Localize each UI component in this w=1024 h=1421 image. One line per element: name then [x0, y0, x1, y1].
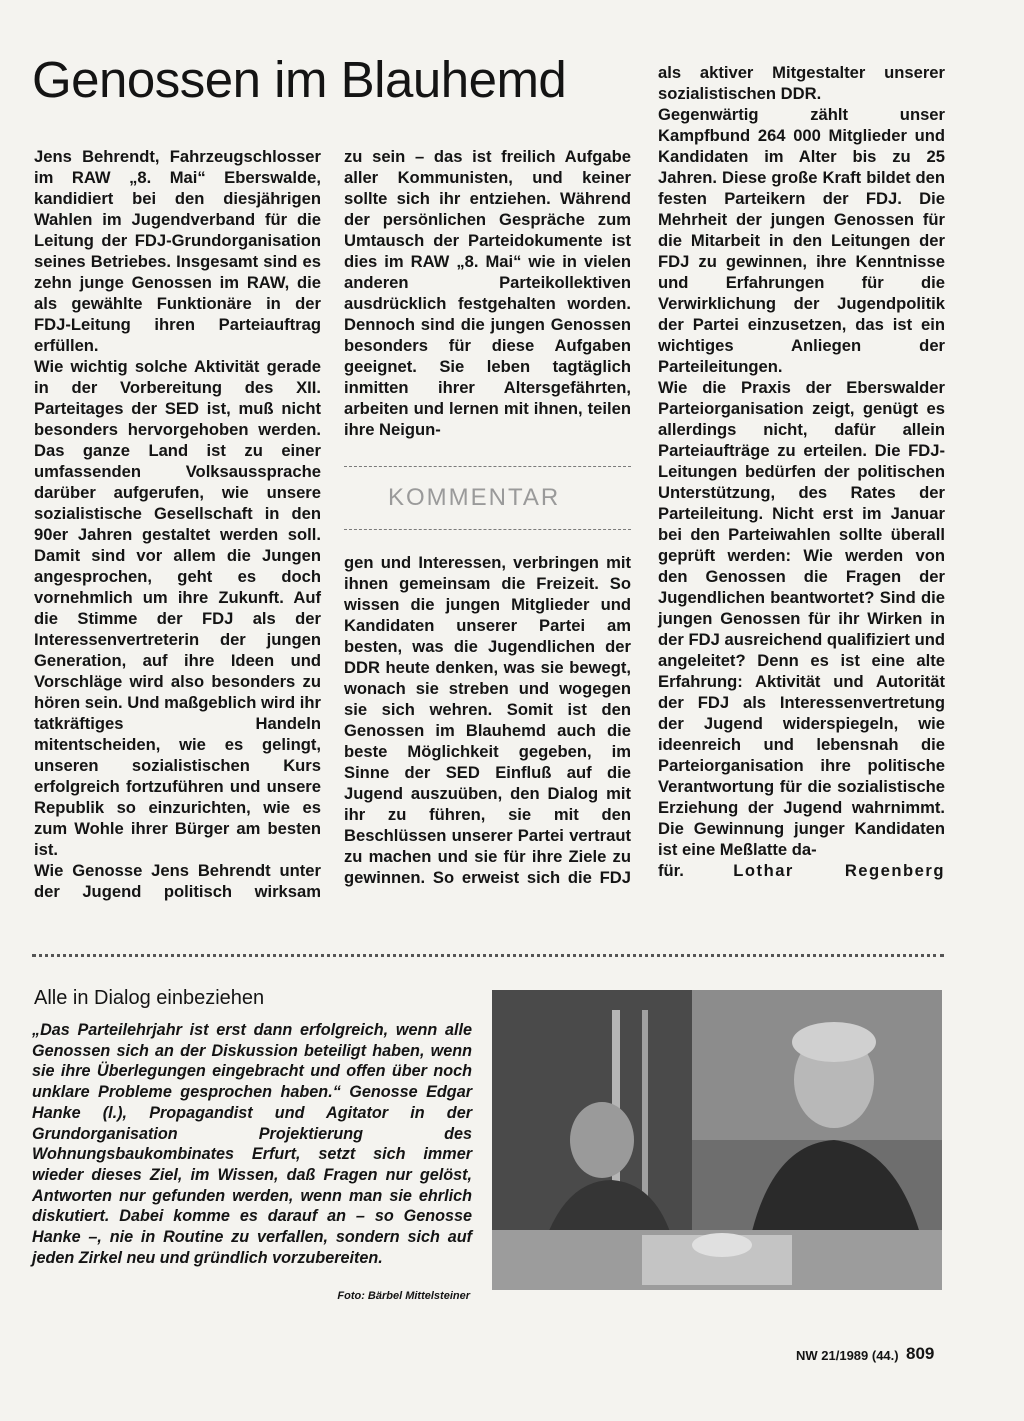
news-photo [492, 990, 942, 1290]
paragraph: Jens Behrendt, Fahrzeugschlosser im RAW „8. Mai“ Eberswalde, kandidiert bei den diesjährigen Wahlen im Jugendverband für die Leitung der FDJ-Grundorganisation seines Betriebes. Insgesamt sind es zehn junge Genossen im RAW, die als gewählte Funktionäre in der FDJ-Leitung ihren Parteiauftrag erfüllen. [34, 147, 321, 355]
author-name: Lothar Regenberg [733, 861, 945, 880]
closing-word: für. [658, 861, 684, 880]
paragraph: Gegenwärtig zählt unser Kampfbund 264 000 Mitglieder und Kandidaten im Alter bis zu 25 Jahren. Diese große Kraft bildet den festen Parteikern der FDJ. Die Mehrheit der jungen Genossen für die Mitarbeit in den Leitungen der FDJ zu gewinnen, ihre Kenntnisse und Erfahrungen für die Verwirklichung der Jugendpolitik der Partei einzusetzen, das ist ein wichtiges Anliegen der Parteileitungen. [658, 105, 945, 376]
issue-number: NW 21/1989 (44.) [796, 1348, 899, 1363]
article-column-1 [34, 146, 321, 902]
photo-credit: Foto: Bärbel Mittelsteiner [337, 1290, 470, 1302]
kommentar-box [344, 466, 631, 530]
article-column-2-top [344, 146, 631, 440]
paragraph: Wie die Praxis der Eberswalder Parteiorganisation zeigt, genügt es allerdings nicht, dafür allein Parteiaufträge zu erteilen. Die FDJ-Leitungen bedürfen der politischen Unterstützung, des Rates der Parteileitung. Nicht erst im Januar bei den Parteiwahlen sollte überall geprüft werden: Wie werden von den Genossen die Fragen der Jugendlichen beantwortet? Sind die jungen Genossen für ihr Wirken in der FDJ ausreichend qualifiziert und angeleitet? Denn es ist eine alte Erfahrung: Aktivität und Autorität der FDJ als Interessenvertretung der Jugend widerspiegeln, wie ideenreich und lebensnah die Parteiorganisation ihre politische Verantwortung für die sozialistische Erziehung der Jugend wahrnimmt. Die Gewinnung junger Kandidaten ist eine Meßlatte da- [658, 378, 945, 859]
paragraph: gen und Interessen, verbringen mit ihnen gemeinsam die Freizeit. So wissen die jungen Mitglieder und Kandidaten unserer Partei am besten, was die Jugendlichen der DDR heute denken, was sie bewegt, wonach sie streben und wogegen sie sich wehren. Somit ist den Genossen im Blauhemd auch die beste Möglichkeit gegeben, im Sinne der SED Einfluß auf die Jugend auszuüben, den Dialog mit ihr zu führen, sie mit den Beschlüssen unserer Partei vertraut zu machen und sie für ihre Ziele zu gewinnen. So erweist sich die FDJ [344, 553, 631, 887]
photo-illustration [492, 990, 942, 1290]
paragraph: Wie Genosse Jens Behrendt unter der Jugend politisch wirksam [34, 861, 321, 901]
paragraph: als aktiver Mitgestalter unserer sozialistischen DDR. [658, 63, 945, 103]
photo-story-heading: Alle in Dialog einbeziehen [34, 987, 265, 1009]
page-number: 809 [906, 1344, 935, 1363]
kommentar-label: KOMMENTAR [388, 484, 561, 511]
paragraph: zu sein – das ist freilich Aufgabe aller Kommunisten, und keiner sollte sich ihr entziehen. Während der persönlichen Gespräche zum Umtausch der Parteidokumente ist dies im RAW „8. Mai“ wie in vielen anderen Parteikollektiven ausdrücklich festgehalten worden. Dennoch sind die jungen Genossen besonders für diese Aufgaben geeignet. Sie leben tagtäglich inmitten ihrer Altersgefährten, arbeiten und lernen mit ihnen, teilen ihre Neigun- [344, 147, 631, 439]
section-divider [32, 954, 944, 957]
article-column-3 [658, 62, 945, 881]
photo-caption: „Das Parteilehrjahr ist erst dann erfolgreich, wenn alle Genossen sich an der Diskussion beteiligt haben, wenn sie ihre Überlegungen eingebracht und offen über noch unklare Probleme gesprochen haben.“ Genosse Edgar Hanke (l.), Propagandist und Agitator in der Grundorganisation Projektierung des Wohnungsbaukombinates Erfurt, setzt sich immer wieder dieses Ziel, im Wissen, daß Fragen nur gelöst, Antworten nur gefunden werden, wenn man sie ehrlich diskutiert. Dabei komme es darauf an – so Genosse Hanke –, nie in Routine zu verfallen, sondern sich auf jeden Zirkel neu und gründlich vorzubereiten. [32, 1021, 472, 1267]
paragraph: Wie wichtig solche Aktivität gerade in der Vorbereitung des XII. Parteitages der SED ist, muß nicht besonders hervorgehoben werden. Das ganze Land ist zu einer umfassenden Volksaussprache darüber aufgerufen, wie unsere sozialistische Gesellschaft in den 90er Jahren gestaltet werden soll. Damit sind vor allem die Jungen angesprochen, geht es doch vornehmlich um ihre Zukunft. Auf die Stimme der FDJ als der Interessenvertreterin der jungen Generation, auf ihre Ideen und Vorschläge wird also besonders zu hören sein. Und maßgeblich wird ihr tatkräftiges Handeln mitentscheiden, wie es gelingt, unseren sozialistischen Kurs erfolgreich fortzuführen und unsere Republik so einzurichten, wie es zum Wohle ihrer Bürger am besten ist. [34, 357, 321, 859]
article-column-2-bottom [344, 552, 631, 888]
article-title: Genossen im Blauhemd [32, 51, 567, 108]
closing-line [658, 860, 945, 881]
